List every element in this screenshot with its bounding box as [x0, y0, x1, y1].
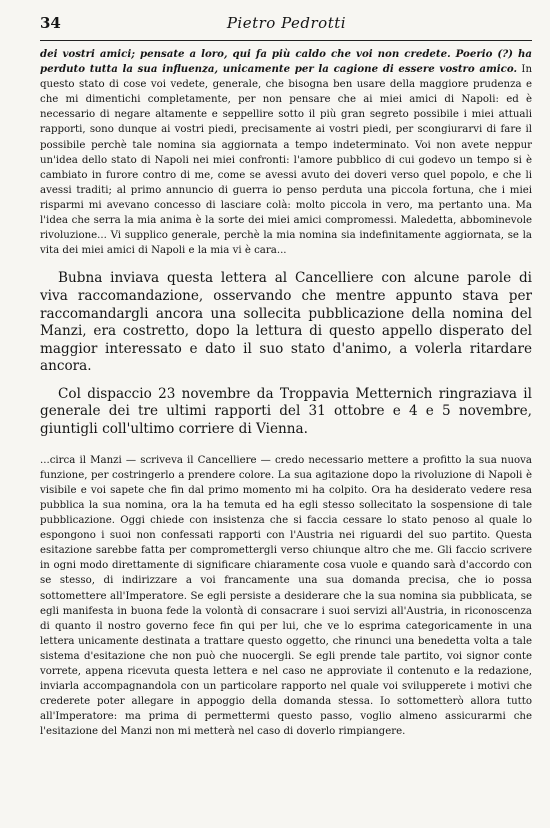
letter-excerpt-2: ...circa il Manzi — scriveva il Cancelliere — credo necessario mettere a profitto la sua nuova funzione, per costringerlo a prendere colore. La sua agitazione dopo la rivoluzione di Napoli è visibile e voi sapete che fin dal primo momento mi ha colpito. Ora ha desiderato vedere resa pubblica la sua nomina, ora la ha temuta ed ha egli stesso sollecitato la sospensione di tale pubblicazione. Oggi chiede con insistenza che si faccia cessare lo stato penoso al quale lo espongono i suoi non confessati rapporti con l'Austria nei riguardi del suo partito. Questa esitazione sarebbe fatta per compromettergli verso chiunque altro che me. Gli faccio scrivere in ogni modo direttamente di significare chiaramente cosa vuole e quando sarà d'accordo con se stesso, di indirizzare a voi francamente una sua domanda precisa, che io possa sottomettere all'Imperatore. Se egli persiste a desiderare che la sua nomina sia pubblicata, se egli manifesta in buona fede la volontà di consacrare i suoi servizi all'Austria, in riconoscenza di quanto il nostro governo fece fin qui per lui, che ve lo esprima categoricamente in una lettera unicamente destinata a trattare questo oggetto, che rinunci una benedetta volta a tale sistema d'esitazione che non può che nuocergli. Se egli prende tale partito, voi signor conte vorrete, appena ricevuta questa lettera e nel caso ne approviate il contenuto e la redazione, inviarla accompagnandola con un particolare rapporto nel quale voi svilupperete i motivi che crederete poter allegare in appoggio della domanda stessa. Io sottometterò allora tutto all'Imperatore: ma prima di permettermi questo passo, voglio almeno assicurarmi che l'esitazione del Manzi non mi metterà nel caso di doverlo rimpiangere. [40, 454, 532, 738]
paragraph-dispaccio: Col dispaccio 23 novembre da Troppavia Metternich ringraziava il generale dei tre ultimi rapporti del 31 ottobre e 4 e 5 novembre, giuntigli coll'ultimo corriere di Vienna. [40, 385, 532, 438]
running-title: Pietro Pedrotti [226, 14, 347, 32]
letter-italic-lead: dei vostri amici; pensate a loro, qui fa più caldo che voi non credete. Poerio (?) ha perduto tutta la sua influenza, unicamente per la cagione di essere vostro amico. [40, 48, 532, 76]
page-header [40, 14, 532, 36]
paragraph-bubna: Bubna inviava questa lettera al Cancelliere con alcune parole di viva raccomandazione, osservando che mentre appunto stava per raccomandargli ancora una sollecita pubblicazione della nomina del Manzi, era costretto, dopo la lettura di questo appello disperato del maggior interessato e dato il suo stato d'animo, a volerla ritardare ancora. [40, 270, 532, 375]
letter-excerpt-1 [40, 47, 532, 258]
letter-body: In questo stato di cose voi vedete, generale, che bisogna ben usare della maggiore prudenza e che mi dimentichi completamente, per non pensare che ai miei amici di Napoli: ed è necessario di negare altamente e seppellire sotto il più gran segreto possibile i miei attuali rapporti, sono dunque ai vostri piedi, precisamente ai vostri piedi, per scongiurarvi di fare il possibile perchè tale nomina sia aggiornata a tempo indeterminato. Voi non avete neppur un'idea dello stato di Napoli nei miei confronti: l'amore pubblico di cui godevo un tempo si è cambiato in furore contro di me, come se avessi avuto dei doveri verso quel popolo, e che li avessi traditi; al primo annuncio di guerra io penso perduta una piccola fortuna, che i miei risparmi mi avevano concesso di lasciare colà: molto piccola in vero, ma pertanto una. Ma l'idea che serra la mia anima è la sorte dei miei amici compromessi. Maledetta, abbominevole rivoluzione... Vi supplico generale, perchè la mia nomina sia indefinitamente aggiornata, se la vita dei miei amici di Napoli e la mia vi è cara... [40, 64, 532, 257]
page-number: 34 [40, 14, 61, 32]
header-rule [40, 40, 532, 41]
